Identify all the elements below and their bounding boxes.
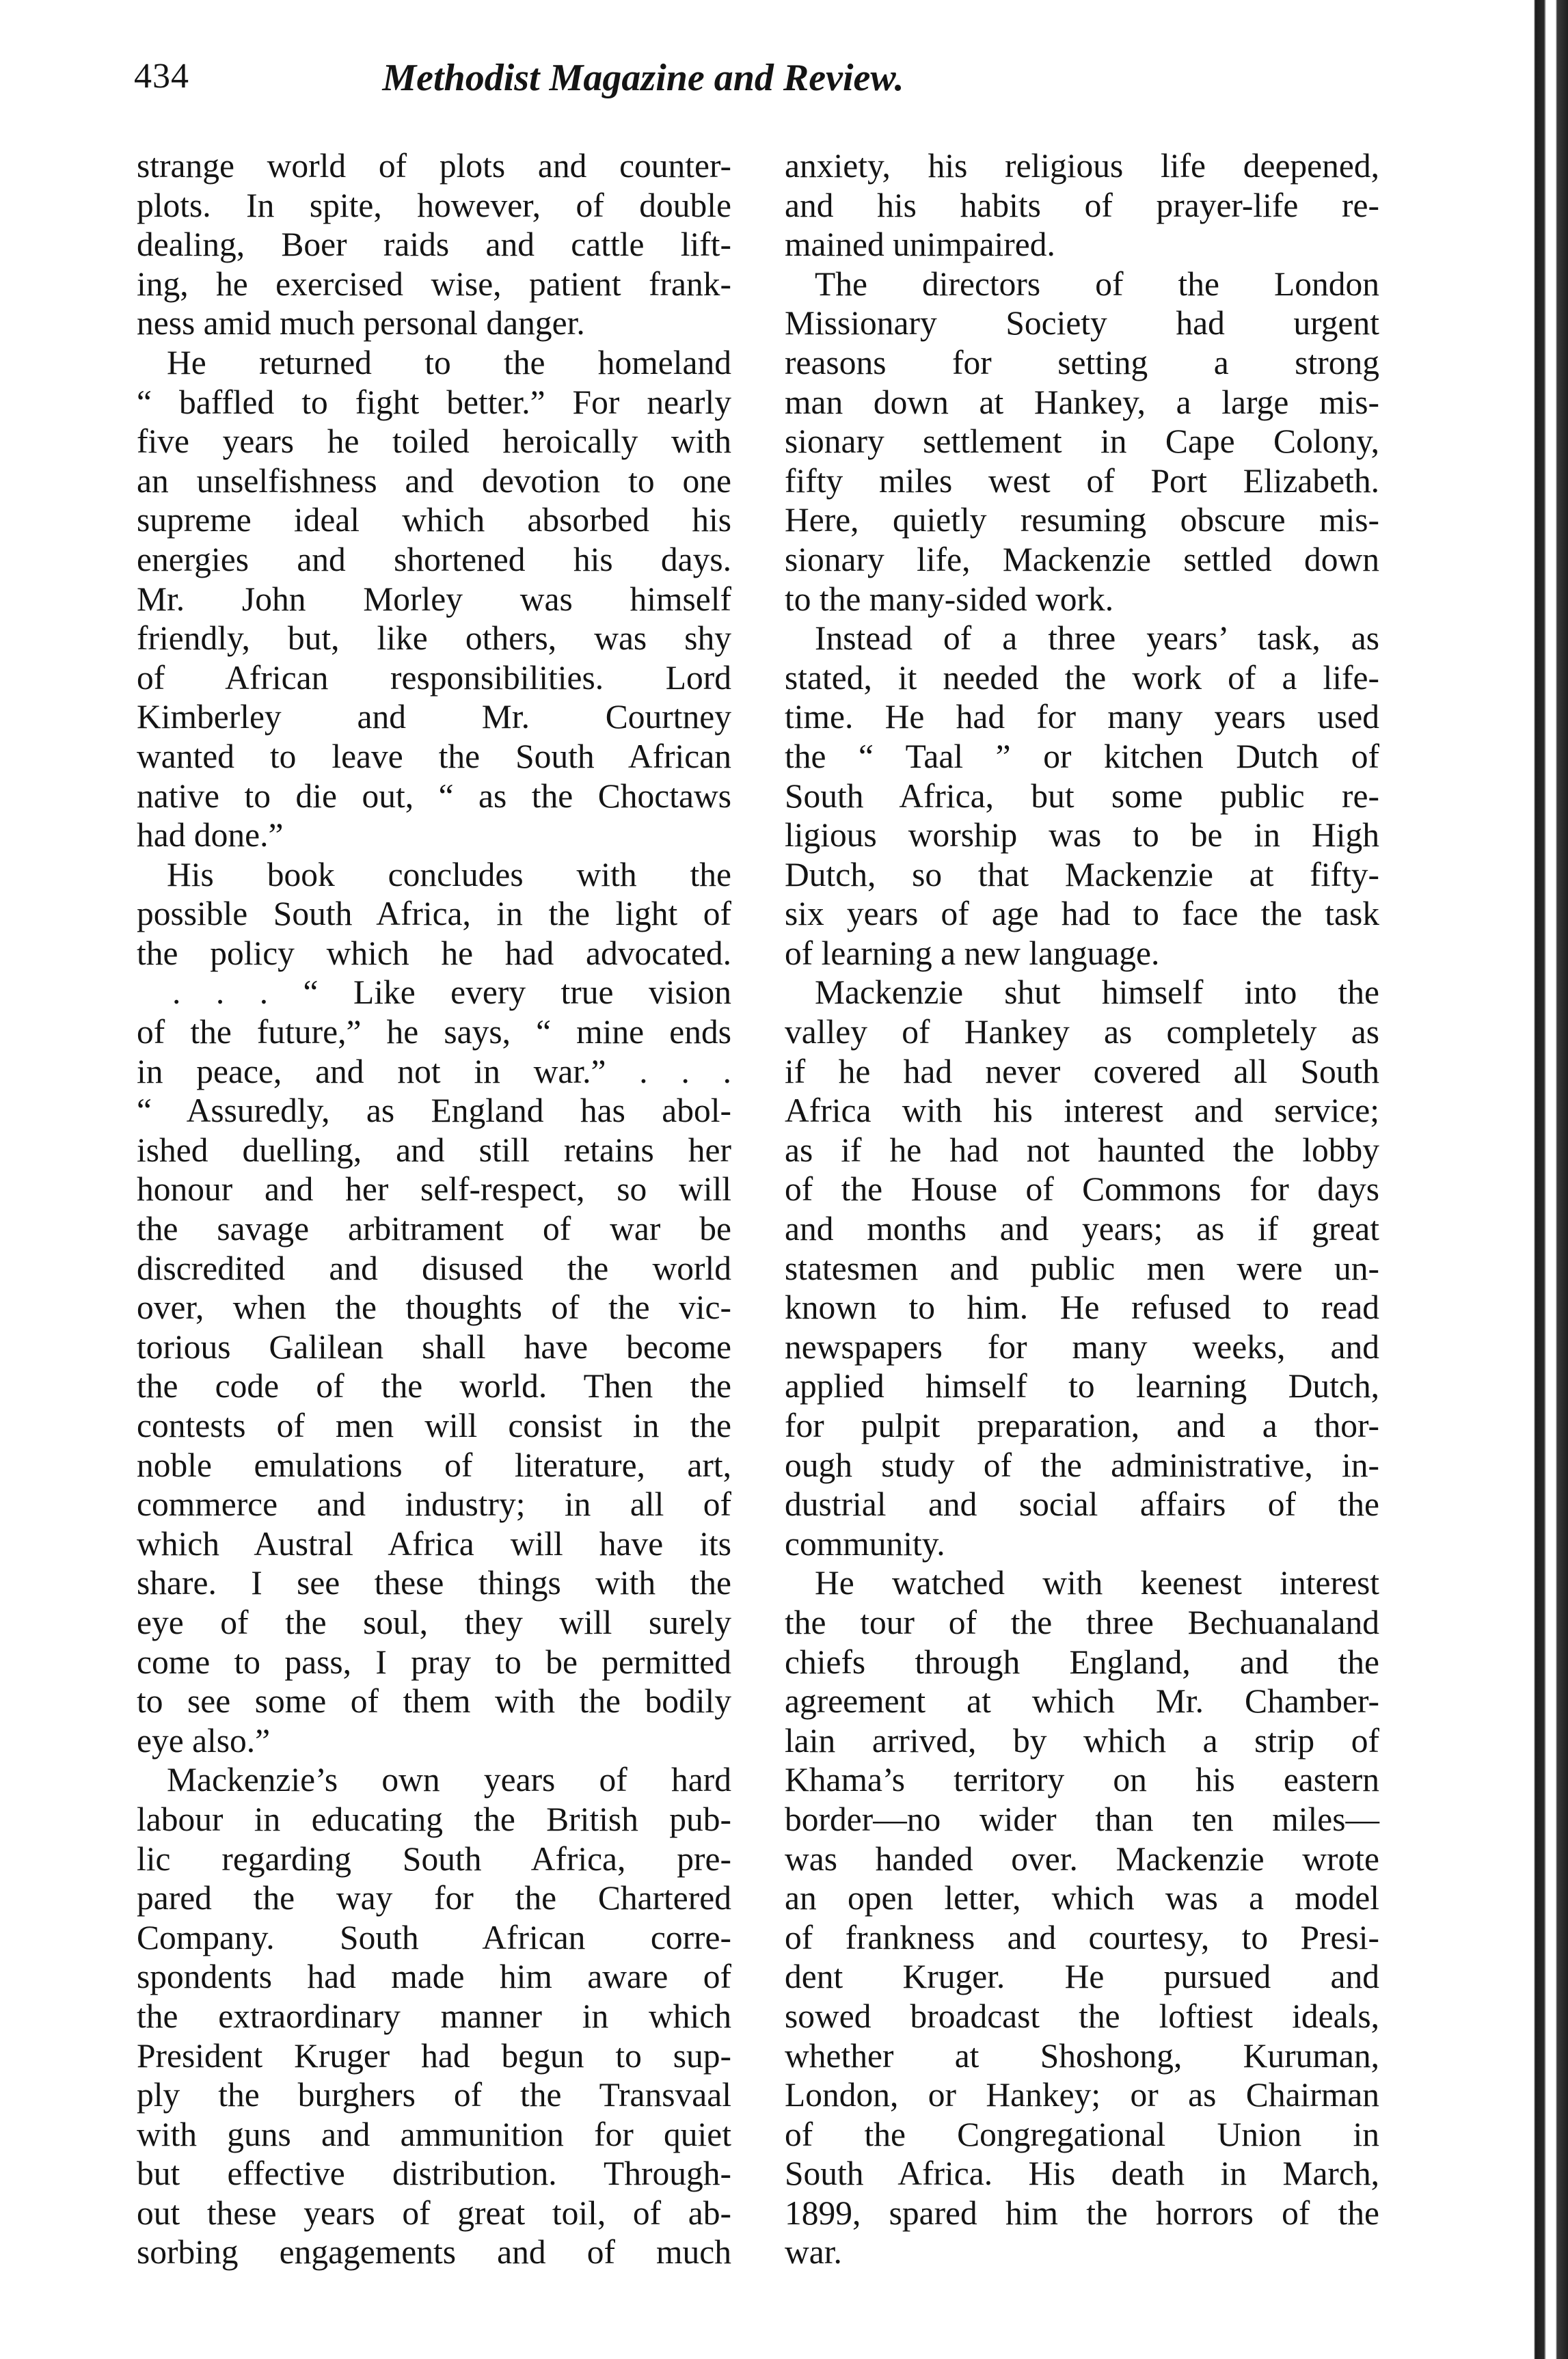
text-line: Khama’s territory on his eastern [785, 1761, 1379, 1799]
text-line: sionary settlement in Cape Colony, [785, 422, 1379, 461]
text-line: Dutch, so that Mackenzie at fifty- [785, 855, 1379, 893]
text-line: He returned to the homeland [167, 343, 731, 381]
text-line: “ baffled to fight better.” For nearly [137, 383, 731, 421]
text-line: lic regarding South Africa, pre- [137, 1839, 731, 1878]
text-line: London, or Hankey; or as Chairman [785, 2076, 1379, 2114]
text-line: commerce and industry; in all of [137, 1485, 731, 1524]
text-line: which Austral Africa will have its [137, 1524, 731, 1563]
text-line: man down at Hankey, a large mis- [785, 383, 1379, 421]
text-line: over, when the thoughts of the vic- [137, 1289, 731, 1327]
text-line: with guns and ammunition for quiet [137, 2115, 731, 2153]
text-line: the policy which he had advocated. [137, 934, 731, 972]
text-line: an open letter, which was a model [785, 1879, 1379, 1917]
text-line: Missionary Society had urgent [785, 304, 1379, 342]
text-line: to see some of them with the bodily [137, 1682, 731, 1721]
text-line: out these years of great toil, of ab- [137, 2194, 731, 2232]
text-line: President Kruger had begun to sup- [137, 2036, 731, 2075]
text-line: . . . “ Like every true vision [172, 973, 731, 1012]
text-line: of the Congregational Union in [785, 2115, 1379, 2153]
text-line: five years he toiled heroically with [137, 422, 731, 461]
text-line: Mackenzie shut himself into the [815, 973, 1379, 1012]
text-line: to the many-sided work. [785, 580, 1114, 618]
text-line: South Africa. His death in March, [785, 2155, 1379, 2193]
text-line: the code of the world. Then the [137, 1367, 731, 1405]
text-line: chiefs through England, and the [785, 1643, 1379, 1681]
text-line: ough study of the administrative, in- [785, 1446, 1379, 1484]
text-line: “ Assuredly, as England has abol- [137, 1092, 731, 1130]
text-line: was handed over. Mackenzie wrote [785, 1839, 1379, 1878]
text-line: spondents had made him aware of [137, 1958, 731, 1996]
text-line: applied himself to learning Dutch, [785, 1367, 1379, 1405]
text-line: of African responsibilities. Lord [137, 658, 731, 697]
text-line: friendly, but, like others, was shy [137, 619, 731, 658]
text-line: statesmen and public men were un- [785, 1249, 1379, 1287]
text-line: 1899, spared him the horrors of the [785, 2194, 1379, 2232]
text-line: Instead of a three years’ task, as [815, 619, 1379, 658]
text-line: South Africa, but some public re- [785, 777, 1379, 815]
text-line: mained unimpaired. [785, 226, 1055, 264]
text-line: newspapers for many weeks, and [785, 1327, 1379, 1366]
text-line: share. I see these things with the [137, 1564, 731, 1602]
text-line: time. He had for many years used [785, 698, 1379, 736]
text-line: lain arrived, by which a strip of [785, 1721, 1379, 1760]
text-line: Here, quietly resuming obscure mis- [785, 501, 1379, 539]
text-line: eye of the soul, they will surely [137, 1603, 731, 1641]
text-line: the tour of the three Bechuanaland [785, 1603, 1379, 1641]
text-line: of the House of Commons for days [785, 1170, 1379, 1209]
text-line: possible South Africa, in the light of [137, 895, 731, 933]
text-line: noble emulations of literature, art, [137, 1446, 731, 1484]
text-line: sowed broadcast the loftiest ideals, [785, 1997, 1379, 2035]
text-line: ply the burghers of the Transvaal [137, 2076, 731, 2114]
text-line: ness amid much personal danger. [137, 304, 585, 342]
text-line: Kimberley and Mr. Courtney [137, 698, 731, 736]
text-line: Africa with his interest and service; [785, 1092, 1379, 1130]
text-line: come to pass, I pray to be permitted [137, 1643, 731, 1681]
text-line: native to die out, “ as the Choctaws [137, 777, 731, 815]
text-line: ing, he exercised wise, patient frank- [137, 265, 731, 303]
text-line: the savage arbitrament of war be [137, 1210, 731, 1248]
text-line: His book concludes with the [167, 855, 731, 893]
text-line: had done.” [137, 816, 284, 854]
text-line: of the future,” he says, “ mine ends [137, 1013, 731, 1051]
text-line: sorbing engagements and of much [137, 2233, 731, 2272]
text-line: border—no wider than ten miles— [785, 1800, 1379, 1838]
text-line: ished duelling, and still retains her [137, 1131, 731, 1169]
text-line: the extraordinary manner in which [137, 1997, 731, 2035]
text-line: discredited and disused the world [137, 1249, 731, 1287]
text-line: of frankness and courtesy, to Presi- [785, 1918, 1379, 1956]
text-line: community. [785, 1524, 945, 1563]
text-line: supreme ideal which absorbed his [137, 501, 731, 539]
text-line: dent Kruger. He pursued and [785, 1958, 1379, 1996]
text-line: an unselfishness and devotion to one [137, 461, 731, 500]
text-line: fifty miles west of Port Elizabeth. [785, 461, 1379, 500]
text-line: valley of Hankey as completely as [785, 1013, 1379, 1051]
right-text-column [785, 146, 1379, 2272]
text-line: stated, it needed the work of a life- [785, 658, 1379, 697]
text-line: dealing, Boer raids and cattle lift- [137, 226, 731, 264]
text-line: agreement at which Mr. Chamber- [785, 1682, 1379, 1721]
text-line: torious Galilean shall have become [137, 1327, 731, 1366]
text-line: of learning a new language. [785, 934, 1160, 972]
page-number: 434 [134, 57, 189, 96]
text-line: wanted to leave the South African [137, 737, 731, 775]
text-line: honour and her self-respect, so will [137, 1170, 731, 1209]
text-line: and his habits of prayer-life re- [785, 186, 1379, 224]
page-binding-edge [1493, 0, 1568, 2359]
text-line: the “ Taal ” or kitchen Dutch of [785, 737, 1379, 775]
text-line: labour in educating the British pub- [137, 1800, 731, 1838]
text-line: eye also.” [137, 1721, 271, 1760]
text-line: plots. In spite, however, of double [137, 186, 731, 224]
left-text-column [137, 146, 731, 2272]
running-title: Methodist Magazine and Review. [382, 57, 904, 99]
text-line: Company. South African corre- [137, 1918, 731, 1956]
text-line: six years of age had to face the task [785, 895, 1379, 933]
text-line: for pulpit preparation, and a thor- [785, 1407, 1379, 1444]
text-line: whether at Shoshong, Kuruman, [785, 2036, 1379, 2075]
text-line: war. [785, 2233, 842, 2272]
text-line: strange world of plots and counter- [137, 147, 731, 185]
running-header [134, 56, 1077, 124]
text-line: as if he had not haunted the lobby [785, 1131, 1379, 1169]
text-line: in peace, and not in war.” . . . [137, 1052, 731, 1090]
text-line: anxiety, his religious life deepened, [785, 147, 1379, 185]
text-line: Mackenzie’s own years of hard [167, 1761, 731, 1799]
text-line: dustrial and social affairs of the [785, 1485, 1379, 1524]
text-line: known to him. He refused to read [785, 1289, 1379, 1327]
text-line: pared the way for the Chartered [137, 1879, 731, 1917]
text-line: The directors of the London [815, 265, 1379, 303]
text-line: He watched with keenest interest [815, 1564, 1379, 1602]
text-line: reasons for setting a strong [785, 343, 1379, 381]
text-line: but effective distribution. Through- [137, 2155, 731, 2193]
text-line: contests of men will consist in the [137, 1407, 731, 1444]
text-line: Mr. John Morley was himself [137, 580, 731, 618]
text-line: and months and years; as if great [785, 1210, 1379, 1248]
text-line: if he had never covered all South [785, 1052, 1379, 1090]
text-line: energies and shortened his days. [137, 540, 731, 578]
text-line: sionary life, Mackenzie settled down [785, 540, 1379, 578]
text-line: ligious worship was to be in High [785, 816, 1379, 854]
